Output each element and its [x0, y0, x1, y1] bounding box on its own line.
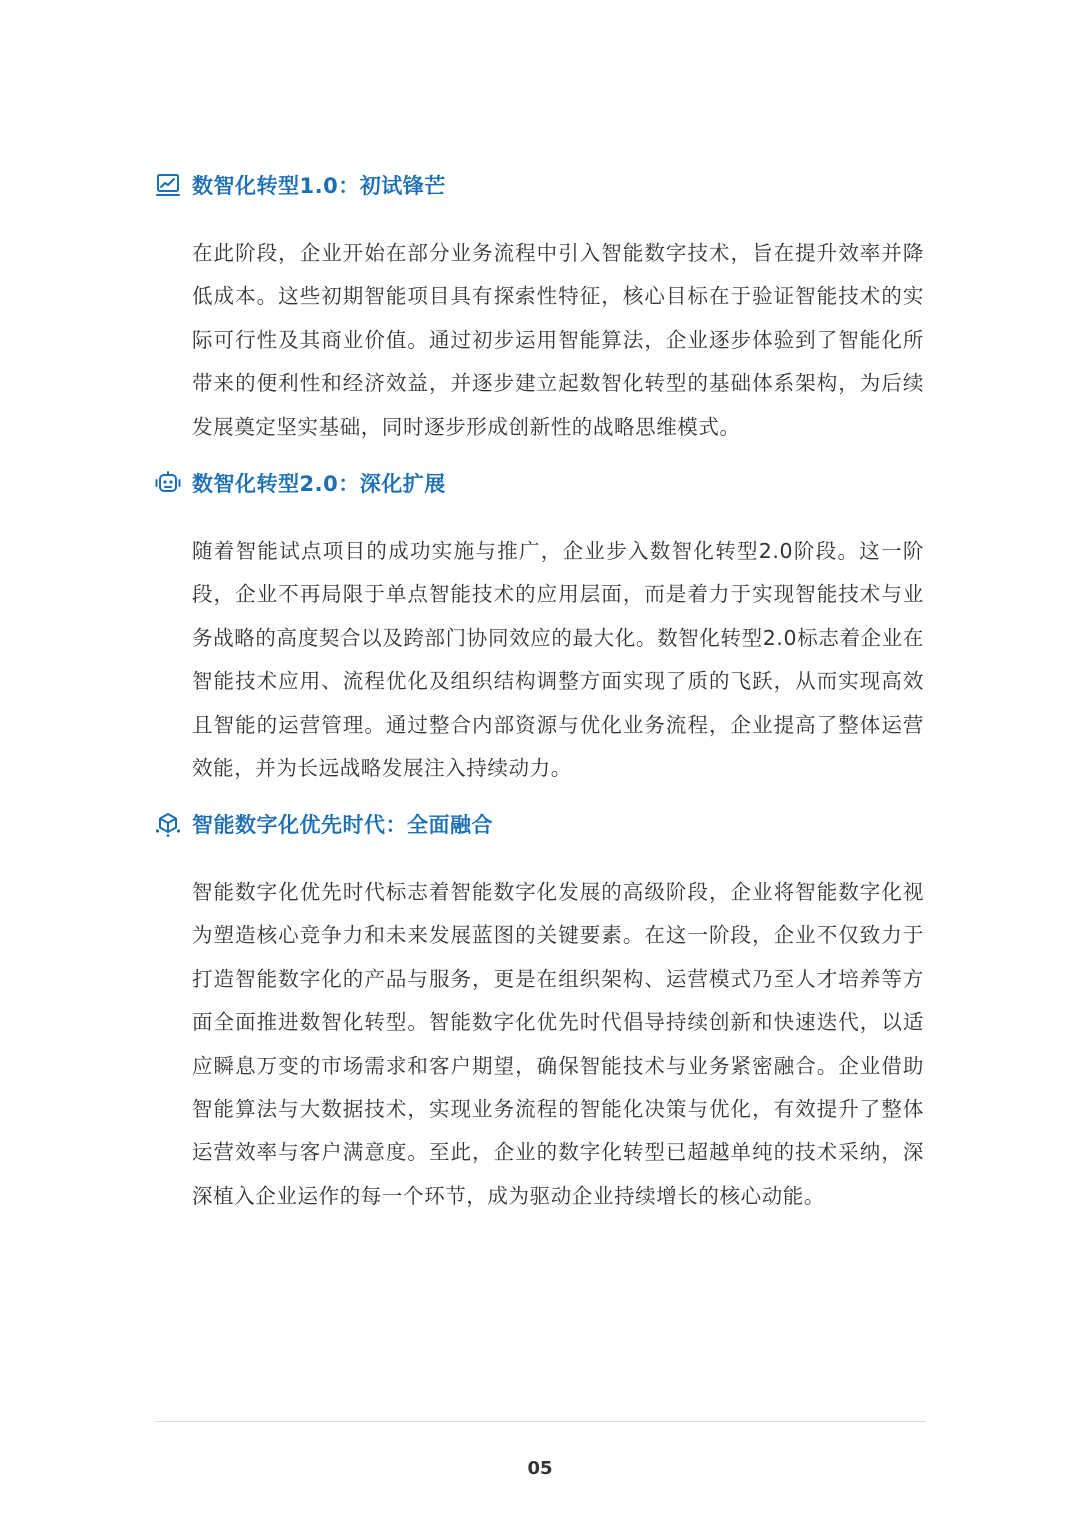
- section-body: 在此阶段，企业开始在部分业务流程中引入智能数字技术，旨在提升效率并降低成本。这些初期智能项目具有探索性特征，核心目标在于验证智能技术的实际可行性及其商业价值。通过初步运用智能算法，企业逐步体验到了智能化所带来的便利性和经济效益，并逐步建立起数智化转型的基础体系架构，为后续发展奠定坚实基础，同时逐步形成创新性的战略思维模式。: [192, 241, 924, 439]
- section-title: 数智化转型1.0：初试锋芒: [192, 174, 446, 198]
- section-heading: [155, 466, 930, 500]
- section-body: 智能数字化优先时代标志着智能数字化发展的高级阶段，企业将智能数字化视为塑造核心竞争力和未来发展蓝图的关键要素。在这一阶段，企业不仅致力于打造智能数字化的产品与服务，更是在组织架构、运营模式乃至人才培养等方面全面推进数智化转型。智能数字化优先时代倡导持续创新和快速迭代，以适应瞬息万变的市场需求和客户期望，确保智能技术与业务紧密融合。企业借助智能算法与大数据技术，实现业务流程的智能化决策与优化，有效提升了整体运营效率与客户满意度。至此，企业的数字化转型已超越单纯的技术采纳，深深植入企业运作的每一个环节，成为驱动企业持续增长的核心动能。: [192, 880, 924, 1208]
- line-chart-icon: [155, 172, 181, 198]
- section-title: 智能数字化优先时代：全面融合: [192, 813, 493, 837]
- robot-icon: [155, 470, 181, 496]
- section-heading: [155, 168, 930, 202]
- section-digital-transformation-1: [155, 168, 930, 449]
- section-intelligent-digital-first-era: [155, 807, 930, 1218]
- section-title: 数智化转型2.0：深化扩展: [192, 472, 446, 496]
- page-number: 05: [527, 1458, 553, 1479]
- section-body: 随着智能试点项目的成功实施与推广，企业步入数智化转型2.0阶段。这一阶段，企业不再局限于单点智能技术的应用层面，而是着力于实现智能技术与业务战略的高度契合以及跨部门协同效应的最大化。数智化转型2.0标志着企业在智能技术应用、流程优化及组织结构调整方面实现了质的飞跃，从而实现高效且智能的运营管理。通过整合内部资源与优化业务流程，企业提高了整体运营效能，并为长远战略发展注入持续动力。: [192, 539, 924, 781]
- footer-divider: [155, 1421, 926, 1422]
- network-cube-icon: [155, 811, 181, 837]
- section-digital-transformation-2: [155, 466, 930, 790]
- section-heading: [155, 807, 930, 841]
